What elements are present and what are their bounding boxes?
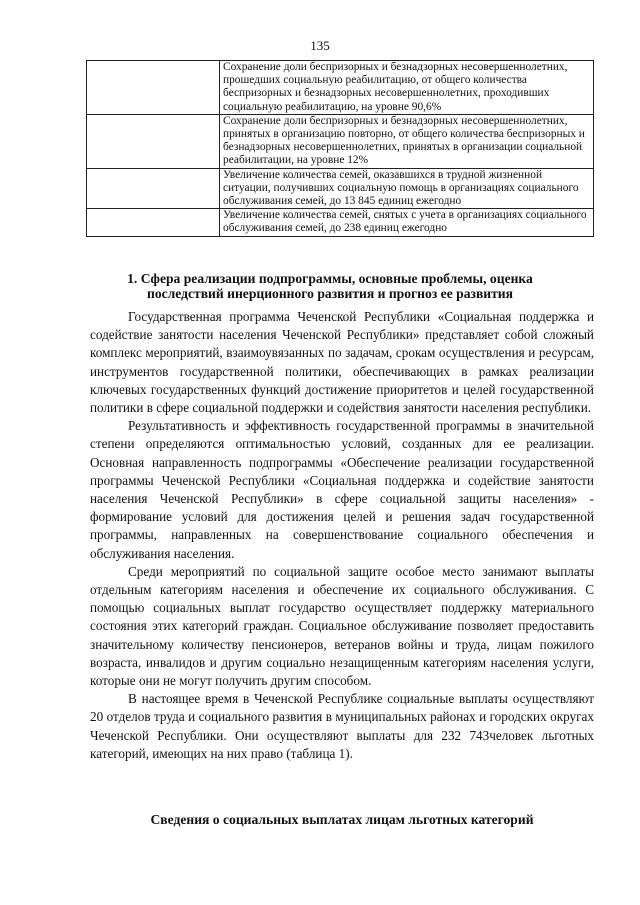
paragraph: Результативность и эффективность государственной программы в значительной степени определяются оптимальностью условий, созданных для ее реализации. Основная направленность подпрограммы «Обеспечение реализации государственной программы Чеченской Республики «Социальная поддержка и содействие занятости населения Чеченской Республики» в сфере социальной защиты населения» - формирование условий для достижения целей и решения задач государственной программы, направленных на совершенствование социального обеспечения и обслуживания населения. — [90, 418, 594, 561]
table-cell-empty — [87, 61, 220, 115]
page-number: 135 — [310, 38, 330, 53]
table-caption: Сведения о социальных выплатах лицам льготных категорий — [150, 812, 534, 827]
table-cell-goal: Увеличение количества семей, снятых с учета в организациях социального обслуживания семей, до 238 единиц ежегодно — [220, 209, 594, 236]
table-row — [87, 114, 594, 168]
paragraph: В настоящее время в Чеченской Республике социальные выплаты осуществляют 20 отделов труда и социального развития в муниципальных районах и городских округах Чеченской Республики. Они осуществляют выплаты для 232 743человек льготных категорий, имеющих на них право (таблица 1). — [90, 691, 594, 761]
section-title: 1. Сфера реализации подпрограммы, основные проблемы, оценка последствий инерционного развития и прогноз ее развития — [127, 271, 533, 301]
paragraph: Среди мероприятий по социальной защите особое место занимают выплаты отдельным категориям населения и обеспечение их социального обслуживания. С помощью социальных выплат государство осуществляет поддержку материального состояния этих категорий граждан. Социальное обслуживание позволяет предоставить значительному количеству пенсионеров, ветеранов войны и труда, лицам пожилого возраста, инвалидов и другим социально незащищенным категориям населения услуги, которые они не могут получить другим способом. — [90, 563, 594, 689]
table-row — [87, 61, 594, 115]
paragraph: Государственная программа Чеченской Республики «Социальная поддержка и содействие занятости населения Чеченской Республики» представляет собой сложный комплекс мероприятий, взаимоувязанных по задачам, срокам осуществления и ресурсам, инструментов государственной политики, обеспечивающих в рамках реализации ключевых государственных функций достижение приоритетов и целей государственной политики в сфере социальной поддержки и содействия занятости населения республики. — [90, 309, 594, 416]
table-cell-empty — [87, 168, 220, 209]
table-row — [87, 209, 594, 236]
table-cell-goal: Сохранение доли беспризорных и безнадзорных несовершеннолетних, прошедших социальную реабилитацию, от общего количества беспризорных и безнадзорных несовершеннолетних, проходивших социальную реабилитацию, на уровне 90,6% — [220, 61, 594, 115]
table-cell-empty — [87, 209, 220, 236]
table-cell-goal: Увеличение количества семей, оказавшихся в трудной жизненной ситуации, получивших социальную помощь в организациях социального обслуживания семей, до 13 845 единиц ежегодно — [220, 168, 594, 209]
goals-table — [86, 60, 594, 237]
table-row — [87, 168, 594, 209]
table-cell-goal: Сохранение доли беспризорных и безнадзорных несовершеннолетних, принятых в организацию повторно, от общего количества беспризорных и безнадзорных несовершеннолетних, принятых в организации социальной реабилитации, на уровне 12% — [220, 114, 594, 168]
table-cell-empty — [87, 114, 220, 168]
body-text — [90, 308, 594, 763]
